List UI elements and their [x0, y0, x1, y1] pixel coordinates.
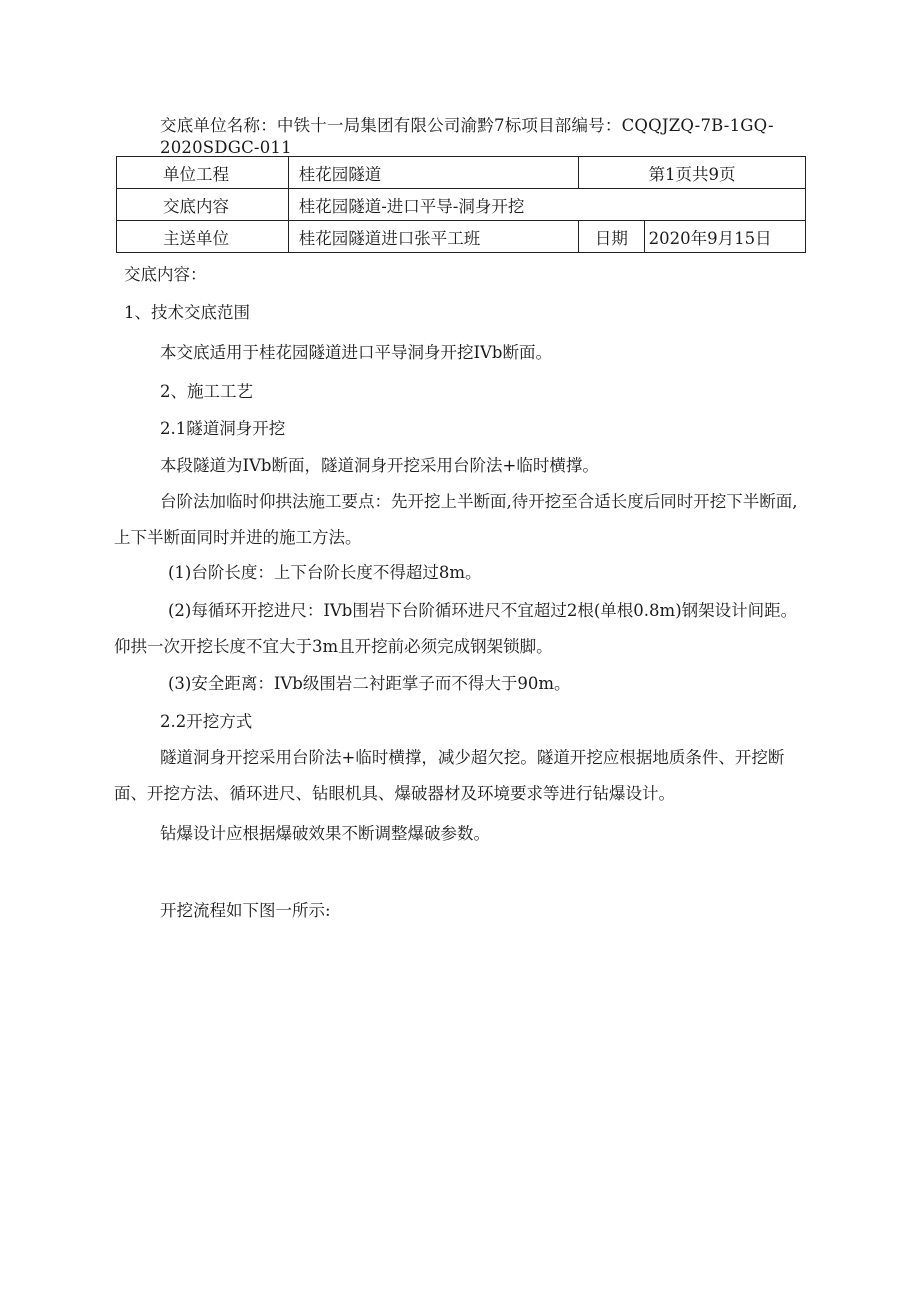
- item-3: (3)安全距离：IVb级围岩二衬距掌子而不得大于90m。: [168, 674, 571, 693]
- content-heading: 交底内容：: [124, 265, 207, 284]
- date-label: 日期: [579, 221, 645, 253]
- content-label: 交底内容: [117, 189, 289, 221]
- table-row: [117, 157, 806, 189]
- content-value: 桂花园隧道-进口平导-洞身开挖: [288, 189, 805, 221]
- unit-project-label: 单位工程: [117, 157, 289, 189]
- unit-project-value: 桂花园隧道: [288, 157, 578, 189]
- section-2-2-title: 2.2开挖方式: [160, 712, 253, 731]
- date-value: 2020年9月15日: [644, 221, 805, 253]
- item-2: (2)每循环开挖进尺：IVb围岩下台阶循环进尺不宜超过2根(单根0.8m)钢架设计间距。仰拱一次开挖长度不宜大于3m且开挖前必须完成钢架锁脚。: [114, 601, 798, 656]
- table-row: [117, 189, 806, 221]
- section-2-1-paragraph-2: 台阶法加临时仰拱法施工要点：先开挖上半断面,待开挖至合适长度后同时开挖下半断面,上下半断面同时并进的施工方法。: [114, 492, 798, 547]
- section-1-title: 1、技术交底范围: [124, 303, 250, 322]
- section-1-body: 本交底适用于桂花园隧道进口平导洞身开挖IVb断面。: [160, 343, 552, 362]
- section-2-1-title: 2.1隧道洞身开挖: [160, 419, 286, 438]
- page-number: 第1页共9页: [579, 157, 806, 189]
- flow-caption: 开挖流程如下图一所示:: [160, 901, 331, 920]
- table-row: [117, 221, 806, 253]
- recipient-label: 主送单位: [117, 221, 289, 253]
- recipient-value: 桂花园隧道进口张平工班: [288, 221, 578, 253]
- section-2-1-paragraph-1: 本段隧道为IVb断面，隧道洞身开挖采用台阶法+临时横撑。: [160, 456, 599, 475]
- item-1: (1)台阶长度：上下台阶长度不得超过8m。: [168, 563, 482, 582]
- section-2-2-paragraph-1: 隧道洞身开挖采用台阶法+临时横撑，减少超欠挖。隧道开挖应根据地质条件、开挖断面、开挖方法、循环进尺、钻眼机具、爆破器材及环境要求等进行钻爆设计。: [114, 748, 785, 803]
- document-header: 交底单位名称：中铁十一局集团有限公司渝黔7标项目部编号：CQQJZQ-7B-1GQ-2020SDGC-011: [160, 116, 774, 157]
- section-2-2-paragraph-2: 钻爆设计应根据爆破效果不断调整爆破参数。: [160, 824, 490, 843]
- section-2-title: 2、施工工艺: [160, 382, 253, 401]
- info-table: [116, 156, 806, 253]
